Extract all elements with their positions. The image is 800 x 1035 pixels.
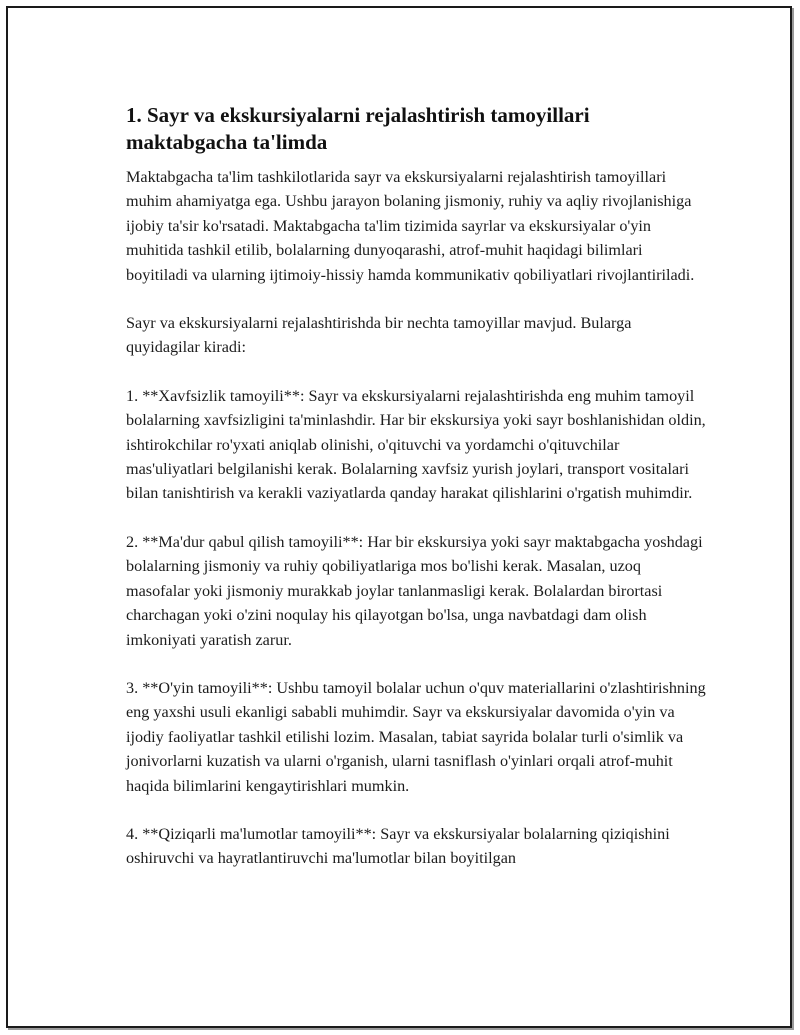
document-page	[6, 6, 792, 1028]
document-title: 1. Sayr va ekskursiyalarni rejalashtirish tamoyillari maktabgacha ta'limda	[126, 103, 590, 154]
paragraph-interesting-info-principle: 4. **Qiziqarli ma'lumotlar tamoyili**: Sayr va ekskursiyalar bolalarning qiziqishini oshiruvchi va hayratlantiruvchi ma'lumotlar bilan boyitilgan	[126, 824, 670, 868]
paragraph-principles-list-intro: Sayr va ekskursiyalarni rejalashtirishda bir nechta tamoyillar mavjud. Bularga quyidagilar kiradi:	[126, 314, 632, 357]
paragraph-acceptance-principle: 2. **Ma'dur qabul qilish tamoyili**: Har bir ekskursiya yoki sayr maktabgacha yoshdagi bolalarning jismoniy va ruhiy qobiliyatlariga mos bo'lishi kerak. Masalan, uzoq masofalar yoki jismoniy murakkab joylar tanlanmasligi kerak. Bolalardan birortasi charchagan yoki o'zini noqulay his qilayotgan bo'lsa, unga navbatdagi dam olish imkoniyati yaratish zarur.	[126, 532, 703, 649]
document-body	[126, 102, 706, 895]
paragraph-play-principle: 3. **O'yin tamoyili**: Ushbu tamoyil bolalar uchun o'quv materiallarini o'zlashtirishning eng yaxshi usuli ekanligi sababli muhimdir. Sayr va ekskursiyalar davomida o'yin va ijodiy faoliyatlar tashkil etilishi lozim. Masalan, tabiat sayrida bolalar turli o'simlik va jonivorlarni kuzatish va ularni o'rganish, ularni tasniflash o'yinlari orqali atrof-muhit haqida bilimlarini kengaytirishlari mumkin.	[126, 678, 706, 795]
paragraph-safety-principle: 1. **Xavfsizlik tamoyili**: Sayr va ekskursiyalarni rejalashtirishda eng muhim tamoyil bolalarning xavfsizligini ta'minlashdir. Har bir ekskursiya yoki sayr boshlanishidan oldin, ishtirokchilar ro'yxati aniqlab olinishi, o'qituvchi va yordamchi o'qituvchilar mas'uliyatlari belgilanishi kerak. Bolalarning xavfsiz yurish joylari, transport vositalari bilan tanishtirish va kerakli vaziyatlarda qanday harakat qilishlarini o'rgatish muhimdir.	[126, 386, 706, 503]
paragraph-intro: Maktabgacha ta'lim tashkilotlarida sayr va ekskursiyalarni rejalashtirish tamoyillari muhim ahamiyatga ega. Ushbu jarayon bolaning jismoniy, ruhiy va aqliy rivojlanishiga ijobiy ta'sir ko'rsatadi. Maktabgacha ta'lim tizimida sayrlar va ekskursiyalar o'yin muhitida tashkil etilib, bolalarning dunyoqarashi, atrof-muhit haqidagi bilimlari boyitiladi va ularning ijtimoiy-hissiy hamda kommunikativ qobiliyatlari rivojlantiriladi.	[126, 168, 695, 284]
